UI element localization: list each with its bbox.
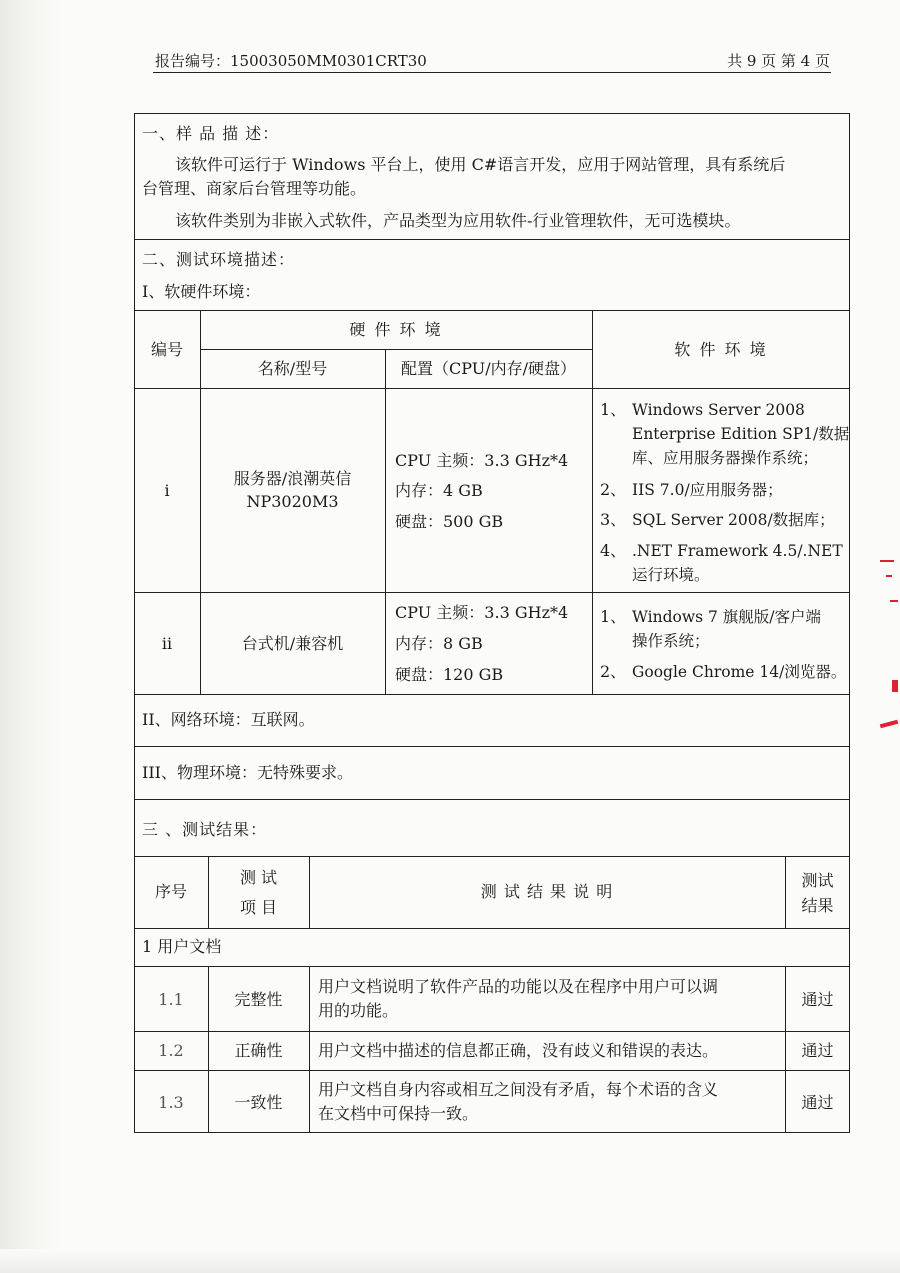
result-row-seq: 1.1: [158, 990, 184, 1009]
section1-para1-line1: 该软件可运行于 Windows 平台上，使用 C#语言开发，应用于网站管理，具有系统后: [175, 155, 786, 174]
divider: [134, 746, 850, 747]
result-col-item: 项 目: [239, 898, 278, 917]
grid-line: [134, 1031, 850, 1032]
result-row-item: 正确性: [234, 1041, 283, 1060]
sw-num: 4、: [600, 541, 627, 560]
result-row-desc: 用户文档自身内容或相互之间没有矛盾，每个术语的含义: [318, 1080, 719, 1099]
seal-fragment: [880, 560, 894, 562]
env-row-no: i: [164, 481, 170, 500]
env-col-no: 编号: [150, 340, 183, 359]
sw-num: 1、: [600, 400, 627, 419]
env-row-no: ii: [161, 634, 173, 653]
result-col-desc: 测 试 结 果 说 明: [480, 882, 614, 901]
result-col-result: 测试: [801, 871, 834, 890]
grid-line: [134, 928, 850, 929]
section2-sub2: II、网络环境：互联网。: [142, 710, 315, 729]
grid-line: [200, 349, 592, 350]
grid-line: [592, 310, 593, 694]
scan-shadow: [0, 0, 60, 1273]
env-col-hw-name: 名称/型号: [257, 359, 328, 378]
result-row-seq: 1.2: [158, 1041, 184, 1060]
sw-num: 3、: [600, 510, 627, 529]
page-info: 共 9 页 第 4 页: [727, 52, 830, 70]
seal-fragment: [890, 600, 898, 602]
env-row-name: 台式机/兼容机: [241, 634, 344, 653]
env-row-mem: 内存：4 GB: [395, 481, 483, 500]
env-row-name-model: NP3020M3: [246, 492, 339, 511]
env-row-cpu: CPU 主频：3.3 GHz*4: [395, 603, 569, 622]
divider: [134, 799, 850, 800]
sw-line: Windows 7 旗舰版/客户端: [632, 608, 822, 626]
scan-shadow-bottom: [0, 1249, 900, 1273]
grid-line: [134, 1070, 850, 1071]
divider: [134, 310, 850, 311]
report-number: 报告编号：15003050MM0301CRT30: [155, 52, 427, 70]
result-row-desc: 用户文档说明了软件产品的功能以及在程序中用户可以调: [318, 977, 719, 996]
result-group-title: 1 用户文档: [142, 937, 222, 956]
env-col-sw: 软 件 环 境: [674, 340, 768, 359]
sw-line: Enterprise Edition SP1/数据: [632, 425, 850, 443]
result-row-status: 通过: [801, 1093, 834, 1112]
sw-num: 2、: [600, 662, 627, 681]
grid-line: [309, 966, 310, 1132]
env-row-name: 服务器/浪潮英信: [233, 469, 352, 488]
sw-num: 2、: [600, 480, 627, 499]
env-row-disk: 硬盘：120 GB: [395, 665, 504, 684]
result-row-desc: 在文档中可保持一致。: [318, 1104, 479, 1123]
sw-line: 库、应用服务器操作系统；: [632, 449, 819, 467]
result-col-result: 结果: [801, 896, 834, 915]
sw-num: 1、: [600, 607, 627, 626]
result-row-item: 一致性: [234, 1093, 283, 1112]
env-row-disk: 硬盘：500 GB: [395, 512, 504, 531]
section2-sub1: I、软硬件环境：: [142, 282, 261, 301]
divider: [134, 239, 850, 240]
page-header: [155, 50, 830, 72]
section2-sub3: III、物理环境：无特殊要求。: [142, 763, 353, 782]
seal-fragment: [892, 680, 898, 692]
result-row-seq: 1.3: [158, 1093, 184, 1112]
sw-line: Windows Server 2008: [632, 401, 805, 419]
section3-title: 三 、测试结果：: [142, 820, 268, 839]
divider: [134, 856, 850, 857]
sw-line: 操作系统；: [632, 632, 710, 650]
result-row-item: 完整性: [234, 990, 283, 1009]
result-col-item: 测 试: [239, 868, 278, 887]
result-col-seq: 序号: [154, 882, 187, 901]
result-row-status: 通过: [801, 1041, 834, 1060]
env-col-hw-config: 配置（CPU/内存/硬盘）: [401, 359, 576, 378]
grid-line: [134, 388, 850, 389]
header-rule: [153, 72, 831, 73]
section1-title: 一、样 品 描 述：: [142, 124, 280, 143]
result-row-status: 通过: [801, 990, 834, 1009]
section1-para1-line2: 台管理、商家后台管理等功能。: [142, 179, 367, 198]
sw-line: .NET Framework 4.5/.NET: [632, 542, 843, 560]
env-row-mem: 内存：8 GB: [395, 634, 483, 653]
sw-line: Google Chrome 14/浏览器。: [632, 663, 847, 681]
seal-fragment: [880, 720, 898, 729]
grid-line: [385, 349, 386, 694]
result-row-desc: 用的功能。: [318, 1001, 399, 1020]
result-row-desc: 用户文档中描述的信息都正确，没有歧义和错误的表达。: [318, 1041, 719, 1060]
sw-line: 运行环境。: [632, 566, 710, 584]
section2-title: 二、测试环境描述：: [142, 250, 296, 269]
grid-line: [134, 966, 850, 967]
sw-line: SQL Server 2008/数据库；: [632, 511, 835, 529]
grid-line: [134, 592, 850, 593]
sw-line: IIS 7.0/应用服务器；: [632, 481, 783, 499]
seal-fragment: [886, 575, 892, 577]
grid-line: [134, 694, 850, 695]
env-row-cpu: CPU 主频：3.3 GHz*4: [395, 451, 569, 470]
env-col-hw: 硬 件 环 境: [349, 320, 443, 339]
section1-para2: 该软件类别为非嵌入式软件，产品类型为应用软件-行业管理软件，无可选模块。: [175, 211, 741, 230]
